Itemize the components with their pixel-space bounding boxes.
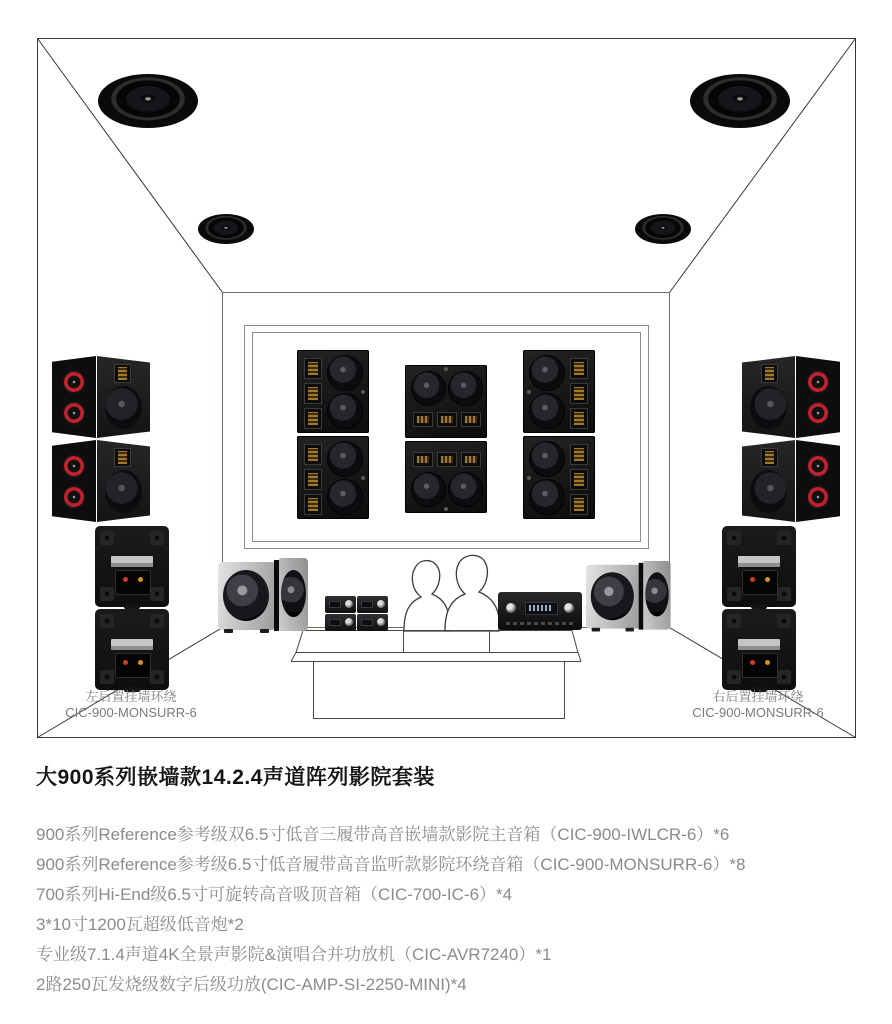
subwoofer-right <box>586 561 671 632</box>
subwoofer-left <box>218 558 308 633</box>
av-receiver <box>498 592 582 630</box>
side-surround-speaker-right-upper <box>742 356 840 438</box>
listener-silhouette-left <box>404 561 449 631</box>
product-line-power-amps: 2路250瓦发烧级数字后级功放(CIC-AMP-SI-2250-MINI)*4 <box>36 975 467 994</box>
rear-right-speaker-label-line2: CIC-900-MONSURR-6 <box>692 705 824 720</box>
rear-left-speaker-label <box>33 689 229 721</box>
rear-surround-speaker-right-lower <box>722 609 796 690</box>
listener-silhouette-right <box>445 555 499 631</box>
sofa-outline <box>291 631 581 719</box>
front-inwall-speaker-right-upper <box>523 350 595 433</box>
product-line-ceiling-speakers: 700系列Hi-End级6.5寸可旋转高音吸顶音箱（CIC-700-IC-6）*4 <box>36 885 513 904</box>
power-amp-stack <box>325 596 389 632</box>
listener-silhouettes <box>404 555 499 631</box>
page-title: 大900系列嵌墙款14.2.4声道阵列影院套装 <box>36 766 435 789</box>
ceiling-speaker-front-right-icon <box>690 74 790 128</box>
product-line-avr: 专业级7.1.4声道4K全景声影院&演唱合并功放机（CIC-AVR7240）*1 <box>36 945 552 964</box>
front-inwall-speaker-center-upper <box>405 365 487 438</box>
rear-surround-speaker-left-upper <box>95 526 169 607</box>
side-surround-speaker-left-upper <box>52 356 150 438</box>
front-inwall-speaker-right-lower <box>523 436 595 519</box>
rear-surround-speaker-left-lower <box>95 609 169 690</box>
side-surround-speaker-right-lower <box>742 440 840 522</box>
rear-left-speaker-label-line1: 左后置挂墙环绕 <box>85 689 177 704</box>
front-inwall-speaker-left-lower <box>297 436 369 519</box>
rear-surround-speaker-right-upper <box>722 526 796 607</box>
product-line-subwoofers: 3*10寸1200瓦超级低音炮*2 <box>36 915 244 934</box>
ceiling-speaker-front-left-icon <box>98 74 198 128</box>
product-line-main-speakers: 900系列Reference参考级双6.5寸低音三履带高音嵌墙款影院主音箱（CIC-900-IWLCR-6）*6 <box>36 825 730 844</box>
rear-right-speaker-label-line1: 右后置挂墙环绕 <box>712 689 804 704</box>
power-amp-unit <box>325 614 356 631</box>
rear-left-speaker-label-line2: CIC-900-MONSURR-6 <box>65 705 197 720</box>
rear-right-speaker-label <box>660 689 856 721</box>
product-list <box>36 820 745 1000</box>
ceiling-speaker-rear-left-icon <box>198 214 254 244</box>
power-amp-unit <box>325 596 356 613</box>
power-amp-unit <box>357 596 388 613</box>
side-surround-speaker-left-lower <box>52 440 150 522</box>
power-amp-unit <box>357 614 388 631</box>
front-inwall-speaker-center-lower <box>405 441 487 513</box>
product-line-surround-speakers: 900系列Reference参考级6.5寸低音履带高音监听款影院环绕音箱（CIC-900-MONSURR-6）*8 <box>36 855 746 874</box>
front-inwall-speaker-left-upper <box>297 350 369 433</box>
ceiling-speaker-rear-right-icon <box>635 214 691 244</box>
